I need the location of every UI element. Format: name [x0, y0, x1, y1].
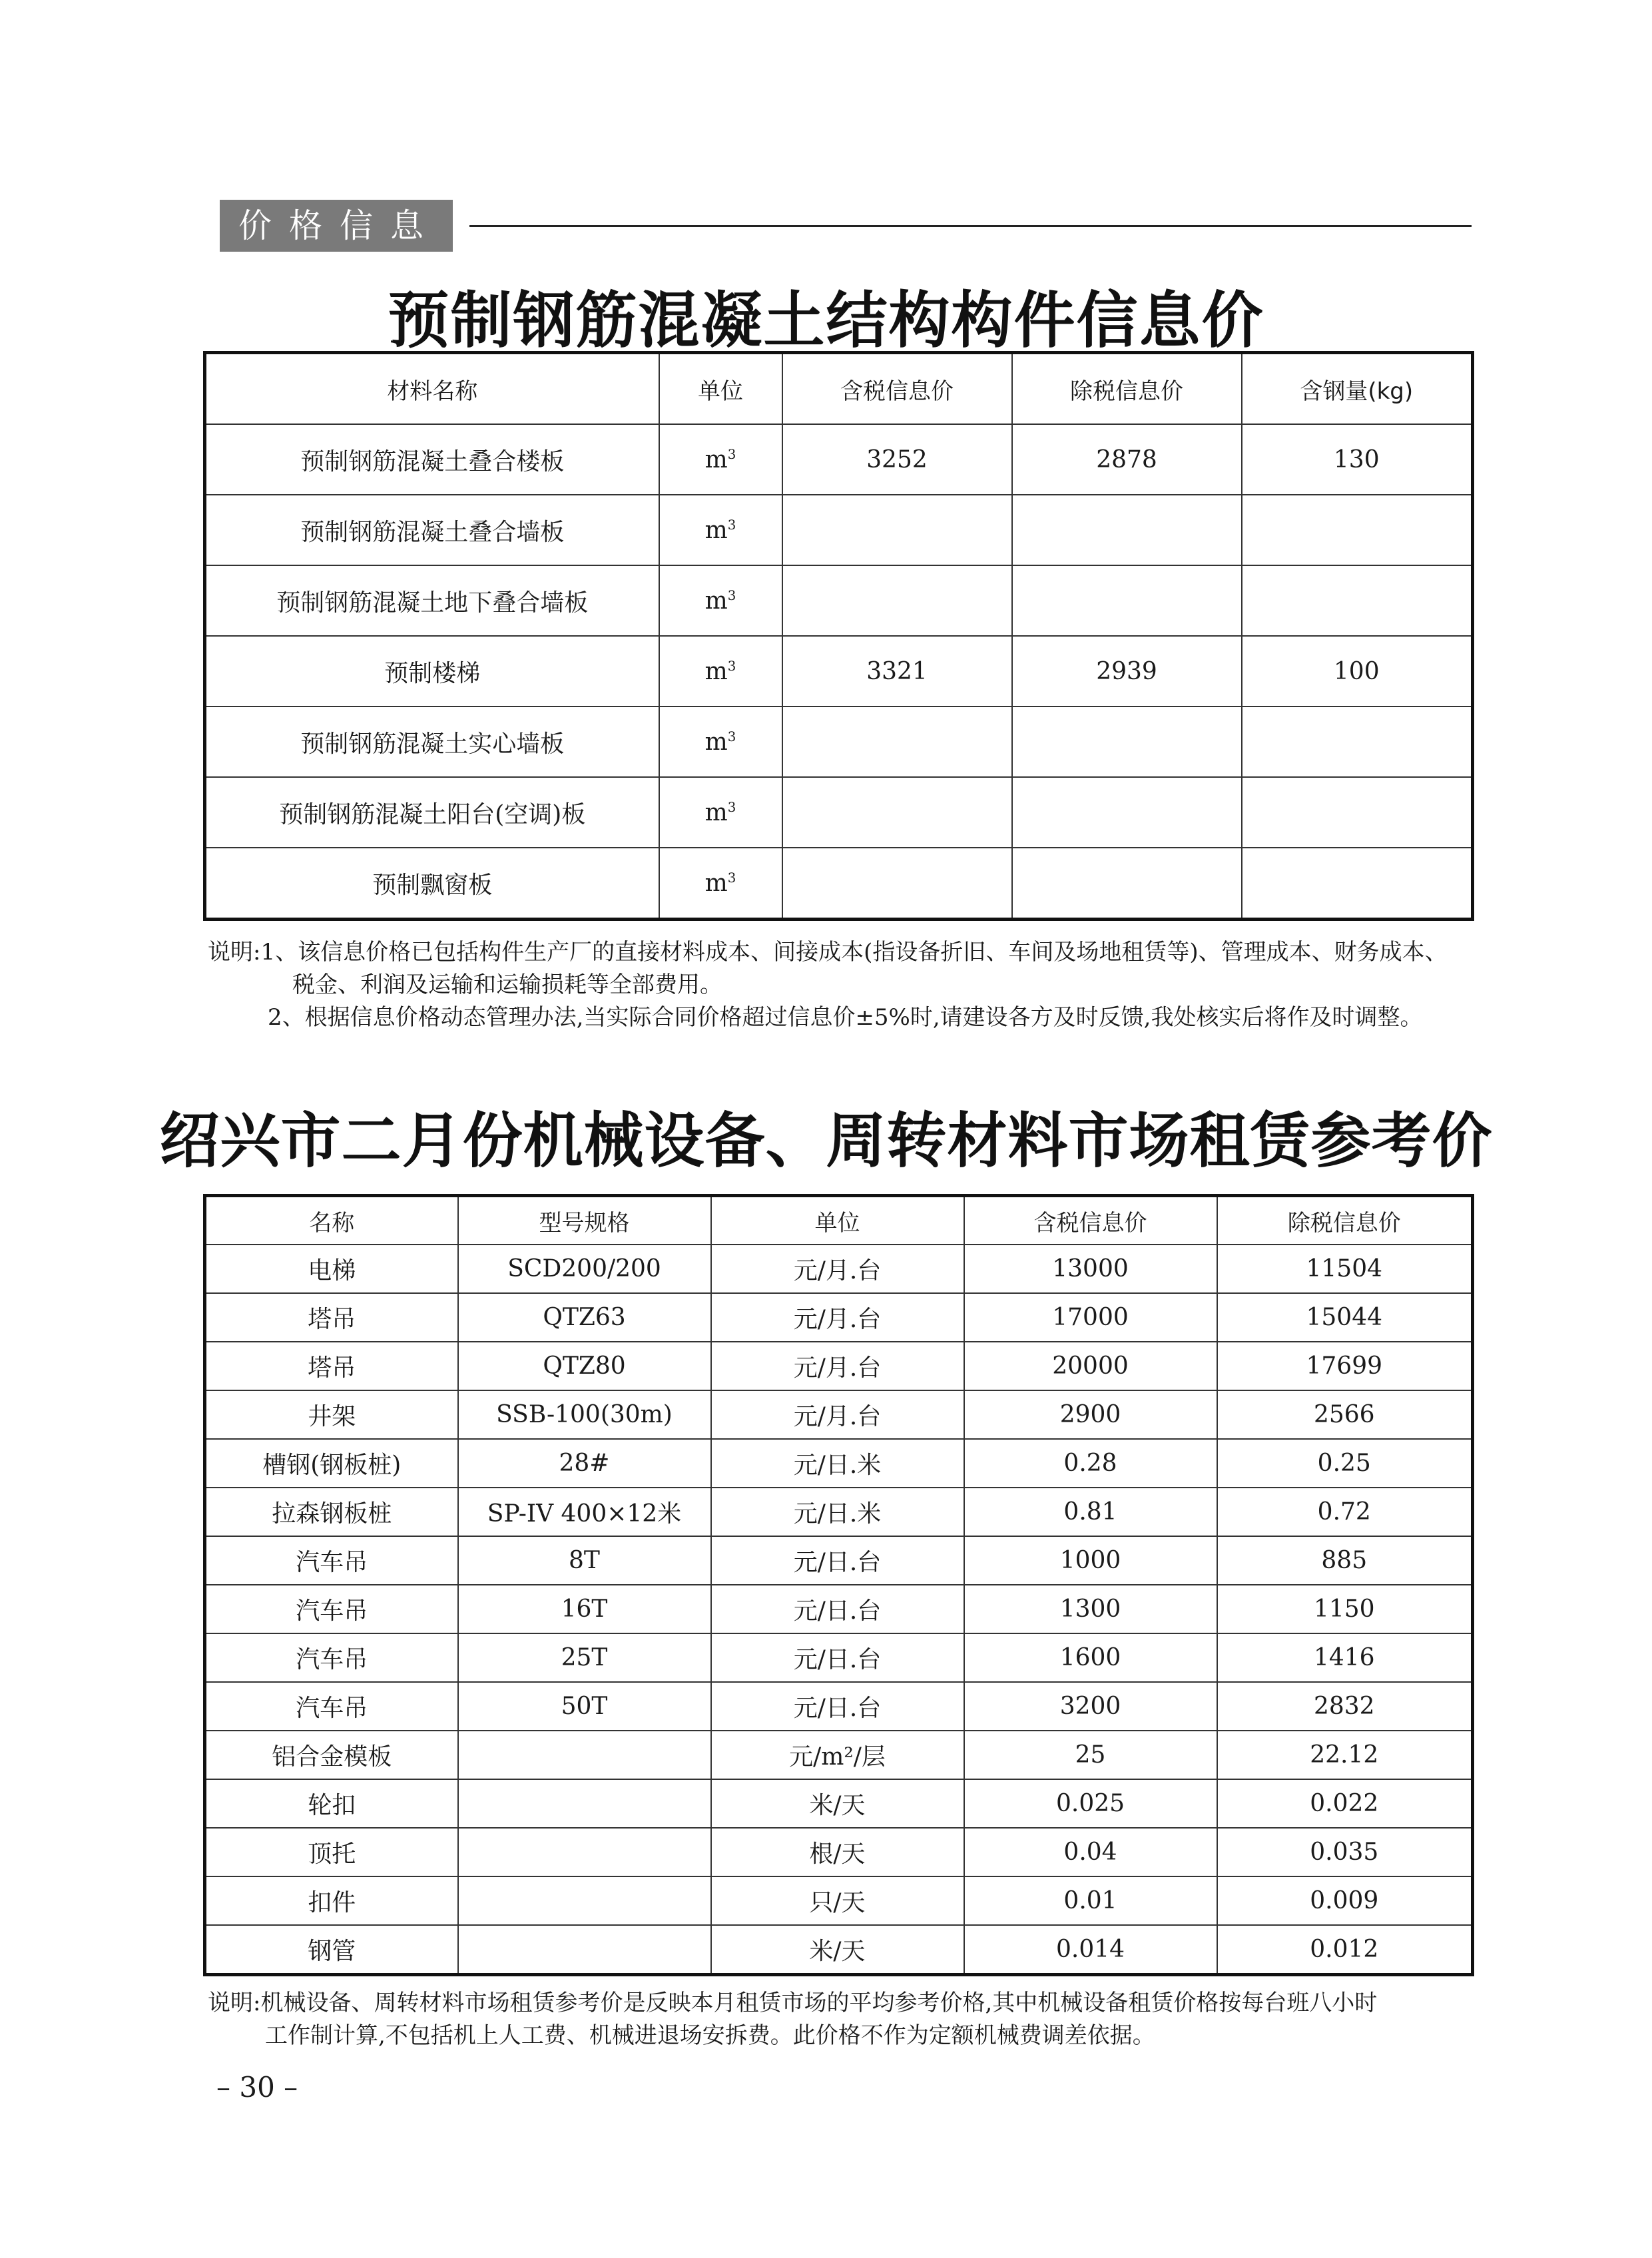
price-without-tax-cell: 15044: [1217, 1293, 1473, 1342]
table2-note-1-cont: 工作制计算,不包括机上人工费、机械进退场安拆费。此价格不作为定额机械费调差依据。: [265, 2022, 1155, 2049]
price-without-tax-cell: 885: [1217, 1536, 1473, 1585]
unit-exponent: 3: [727, 870, 736, 886]
price-with-tax-cell: 0.025: [964, 1779, 1217, 1828]
price-without-tax-cell: 2566: [1217, 1390, 1473, 1439]
unit-cell: [659, 777, 782, 848]
price-with-tax-cell: 0.01: [964, 1876, 1217, 1925]
spec-cell: SP-IV 400×12米: [458, 1488, 711, 1536]
table-row: [205, 1488, 1473, 1536]
unit-cell: 元/日.台: [711, 1633, 964, 1682]
price-with-tax-cell: 13000: [964, 1245, 1217, 1293]
unit-cell: 元/日.台: [711, 1585, 964, 1633]
table-row: [205, 424, 1473, 495]
name-cell: 扣件: [205, 1876, 458, 1925]
unit-cell: 元/月.台: [711, 1342, 964, 1390]
unit-cell: 元/日.米: [711, 1488, 964, 1536]
table1-title: 预制钢筋混凝土结构构件信息价: [388, 284, 1264, 356]
price-with-tax-cell: 1600: [964, 1633, 1217, 1682]
price-with-tax-cell: [782, 495, 1012, 565]
steel-content-cell: [1242, 706, 1473, 777]
price-without-tax-cell: 2939: [1012, 636, 1242, 706]
name-cell: 塔吊: [205, 1293, 458, 1342]
steel-content-cell: [1242, 848, 1473, 920]
unit-text: m: [704, 516, 728, 544]
unit-text: m: [704, 728, 728, 756]
table-row: [205, 1439, 1473, 1488]
table-header-row: [205, 1196, 1473, 1245]
table-row: [205, 1731, 1473, 1779]
spec-cell: 28#: [458, 1439, 711, 1488]
unit-cell: 米/天: [711, 1925, 964, 1975]
name-cell: 汽车吊: [205, 1633, 458, 1682]
unit-cell: [659, 848, 782, 920]
unit-cell: [659, 495, 782, 565]
name-cell: 汽车吊: [205, 1585, 458, 1633]
section-tag: 价格信息: [220, 200, 453, 252]
material-name-cell: 预制钢筋混凝土叠合墙板: [205, 495, 659, 565]
table2-note-1: 说明:机械设备、周转材料市场租赁参考价是反映本月租赁市场的平均参考价格,其中机械设备租赁价格按每台班八小时: [208, 1990, 1378, 2016]
material-name-cell: 预制钢筋混凝土阳台(空调)板: [205, 777, 659, 848]
unit-cell: [659, 706, 782, 777]
table-row: [205, 706, 1473, 777]
unit-cell: 只/天: [711, 1876, 964, 1925]
table-row: [205, 1633, 1473, 1682]
table-row: [205, 1876, 1473, 1925]
price-without-tax-cell: 1150: [1217, 1585, 1473, 1633]
col-header-material-name: 材料名称: [205, 353, 659, 425]
unit-cell: 元/m²/层: [711, 1731, 964, 1779]
table-row: [205, 1828, 1473, 1876]
price-without-tax-cell: 0.25: [1217, 1439, 1473, 1488]
price-without-tax-cell: [1012, 777, 1242, 848]
price-with-tax-cell: 20000: [964, 1342, 1217, 1390]
price-with-tax-cell: 0.014: [964, 1925, 1217, 1975]
unit-cell: 元/月.台: [711, 1245, 964, 1293]
steel-content-cell: 100: [1242, 636, 1473, 706]
col-header-price-without-tax: 除税信息价: [1217, 1196, 1473, 1245]
name-cell: 槽钢(钢板桩): [205, 1439, 458, 1488]
spec-cell: [458, 1731, 711, 1779]
unit-text: m: [704, 587, 728, 615]
header-rule: [469, 225, 1472, 227]
name-cell: 铝合金模板: [205, 1731, 458, 1779]
spec-cell: [458, 1876, 711, 1925]
price-without-tax-cell: 2832: [1217, 1682, 1473, 1731]
precast-components-table: [203, 351, 1474, 921]
spec-cell: [458, 1828, 711, 1876]
steel-content-cell: 130: [1242, 424, 1473, 495]
unit-exponent: 3: [727, 658, 736, 674]
price-without-tax-cell: 2878: [1012, 424, 1242, 495]
name-cell: 顶托: [205, 1828, 458, 1876]
table-row: [205, 1293, 1473, 1342]
price-without-tax-cell: [1012, 495, 1242, 565]
price-with-tax-cell: 3200: [964, 1682, 1217, 1731]
unit-text: m: [704, 657, 728, 685]
col-header-unit: 单位: [659, 353, 782, 425]
price-without-tax-cell: 22.12: [1217, 1731, 1473, 1779]
table-row: [205, 1245, 1473, 1293]
price-with-tax-cell: [782, 848, 1012, 920]
price-with-tax-cell: [782, 565, 1012, 636]
unit-cell: [659, 636, 782, 706]
unit-exponent: 3: [727, 517, 736, 533]
unit-cell: [659, 424, 782, 495]
price-without-tax-cell: [1012, 706, 1242, 777]
unit-cell: 元/日.台: [711, 1682, 964, 1731]
table-row: [205, 1779, 1473, 1828]
table-header-row: [205, 353, 1473, 425]
price-with-tax-cell: 0.04: [964, 1828, 1217, 1876]
unit-exponent: 3: [727, 446, 736, 462]
price-without-tax-cell: 0.035: [1217, 1828, 1473, 1876]
table1-note-1: 说明:1、该信息价格已包括构件生产厂的直接材料成本、间接成本(指设备折旧、车间及场地租赁等)、管理成本、财务成本、: [208, 939, 1448, 966]
table-row: [205, 1536, 1473, 1585]
unit-text: m: [704, 798, 728, 826]
price-without-tax-cell: [1012, 848, 1242, 920]
price-with-tax-cell: 1300: [964, 1585, 1217, 1633]
price-with-tax-cell: 3321: [782, 636, 1012, 706]
name-cell: 塔吊: [205, 1342, 458, 1390]
unit-text: m: [704, 869, 728, 897]
table-row: [205, 777, 1473, 848]
table-row: [205, 636, 1473, 706]
name-cell: 汽车吊: [205, 1682, 458, 1731]
col-header-name: 名称: [205, 1196, 458, 1245]
unit-cell: [659, 565, 782, 636]
unit-cell: 元/日.米: [711, 1439, 964, 1488]
col-header-spec: 型号规格: [458, 1196, 711, 1245]
price-without-tax-cell: 0.012: [1217, 1925, 1473, 1975]
table1-note-2: 2、根据信息价格动态管理办法,当实际合同价格超过信息价±5%时,请建设各方及时反馈,我处核实后将作及时调整。: [268, 1004, 1423, 1031]
price-with-tax-cell: 25: [964, 1731, 1217, 1779]
unit-exponent: 3: [727, 799, 736, 815]
table-row: [205, 1342, 1473, 1390]
table2-title: 绍兴市二月份机械设备、周转材料市场租赁参考价: [159, 1105, 1493, 1176]
page-number: – 30 –: [216, 2071, 298, 2104]
price-without-tax-cell: 0.022: [1217, 1779, 1473, 1828]
material-name-cell: 预制飘窗板: [205, 848, 659, 920]
name-cell: 轮扣: [205, 1779, 458, 1828]
price-with-tax-cell: 17000: [964, 1293, 1217, 1342]
price-with-tax-cell: 0.28: [964, 1439, 1217, 1488]
price-with-tax-cell: [782, 706, 1012, 777]
price-without-tax-cell: 11504: [1217, 1245, 1473, 1293]
name-cell: 井架: [205, 1390, 458, 1439]
price-with-tax-cell: 3252: [782, 424, 1012, 495]
unit-cell: 元/月.台: [711, 1293, 964, 1342]
table-row: [205, 1682, 1473, 1731]
price-with-tax-cell: [782, 777, 1012, 848]
spec-cell: QTZ63: [458, 1293, 711, 1342]
spec-cell: QTZ80: [458, 1342, 711, 1390]
table-row: [205, 495, 1473, 565]
table-row: [205, 1585, 1473, 1633]
table-row: [205, 848, 1473, 920]
unit-cell: 元/月.台: [711, 1390, 964, 1439]
spec-cell: SSB-100(30m): [458, 1390, 711, 1439]
table-row: [205, 565, 1473, 636]
price-without-tax-cell: 0.72: [1217, 1488, 1473, 1536]
spec-cell: [458, 1925, 711, 1975]
name-cell: 电梯: [205, 1245, 458, 1293]
steel-content-cell: [1242, 495, 1473, 565]
table-row: [205, 1925, 1473, 1975]
name-cell: 钢管: [205, 1925, 458, 1975]
spec-cell: [458, 1779, 711, 1828]
unit-cell: 元/日.台: [711, 1536, 964, 1585]
table1-note-1-cont: 税金、利润及运输和运输损耗等全部费用。: [292, 972, 722, 998]
spec-cell: 25T: [458, 1633, 711, 1682]
price-with-tax-cell: 2900: [964, 1390, 1217, 1439]
spec-cell: 50T: [458, 1682, 711, 1731]
unit-exponent: 3: [727, 587, 736, 603]
col-header-price-without-tax: 除税信息价: [1012, 353, 1242, 425]
price-without-tax-cell: 0.009: [1217, 1876, 1473, 1925]
unit-exponent: 3: [727, 728, 736, 744]
price-with-tax-cell: 1000: [964, 1536, 1217, 1585]
material-name-cell: 预制楼梯: [205, 636, 659, 706]
name-cell: 汽车吊: [205, 1536, 458, 1585]
material-name-cell: 预制钢筋混凝土地下叠合墙板: [205, 565, 659, 636]
rental-prices-table: [203, 1194, 1474, 1976]
steel-content-cell: [1242, 565, 1473, 636]
col-header-price-with-tax: 含税信息价: [964, 1196, 1217, 1245]
table-row: [205, 1390, 1473, 1439]
spec-cell: 16T: [458, 1585, 711, 1633]
col-header-price-with-tax: 含税信息价: [782, 353, 1012, 425]
col-header-unit: 单位: [711, 1196, 964, 1245]
unit-cell: 根/天: [711, 1828, 964, 1876]
name-cell: 拉森钢板桩: [205, 1488, 458, 1536]
unit-text: m: [704, 445, 728, 473]
col-header-steel-content: 含钢量(kg): [1242, 353, 1473, 425]
unit-cell: 米/天: [711, 1779, 964, 1828]
material-name-cell: 预制钢筋混凝土实心墙板: [205, 706, 659, 777]
price-without-tax-cell: 17699: [1217, 1342, 1473, 1390]
price-with-tax-cell: 0.81: [964, 1488, 1217, 1536]
steel-content-cell: [1242, 777, 1473, 848]
material-name-cell: 预制钢筋混凝土叠合楼板: [205, 424, 659, 495]
spec-cell: SCD200/200: [458, 1245, 711, 1293]
price-without-tax-cell: [1012, 565, 1242, 636]
spec-cell: 8T: [458, 1536, 711, 1585]
price-without-tax-cell: 1416: [1217, 1633, 1473, 1682]
